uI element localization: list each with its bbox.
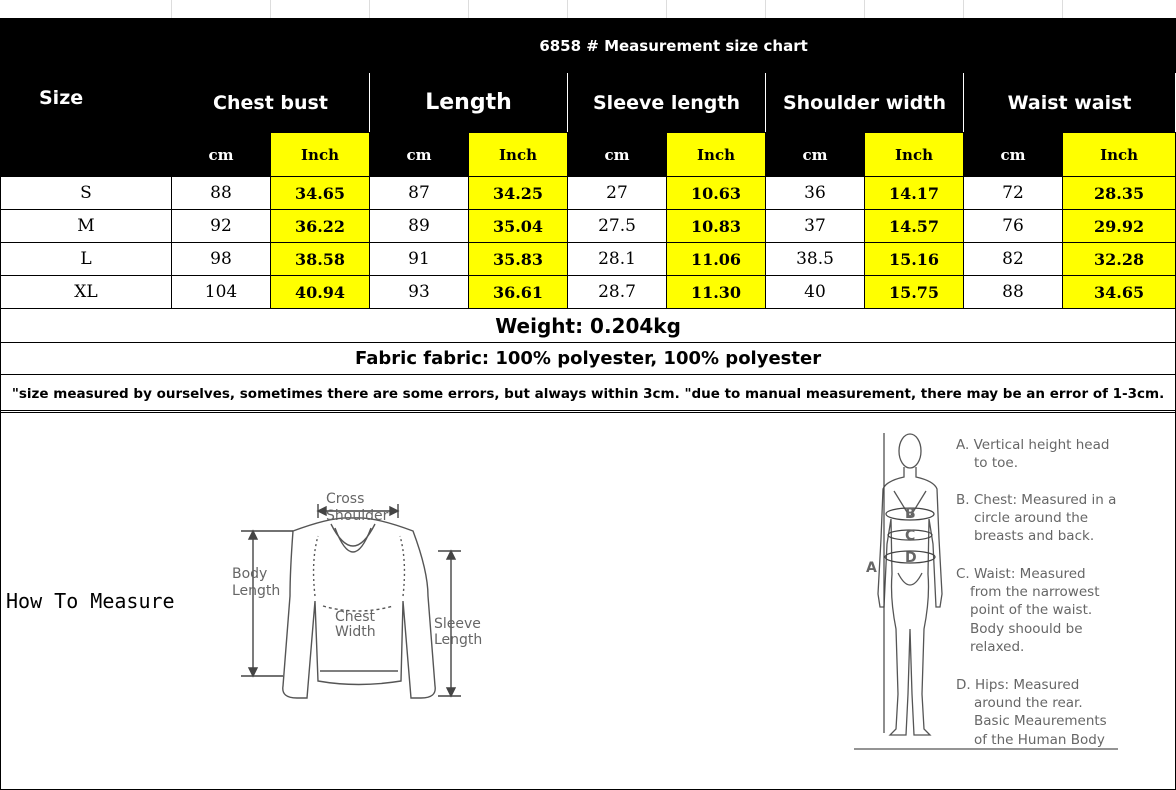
value-cm: 76 [964,210,1063,243]
measurement-disclaimer: "size measured by ourselves, sometimes there are some errors, but always within 3cm. "due to manual measurement, there may be an error of 1-3cm. [1,375,1176,413]
how-to-measure-label: How To Measure [6,589,175,613]
unit-inch: Inch [667,133,766,177]
size-header: Size [1,19,172,177]
unit-inch: Inch [1063,133,1176,177]
note-c-2: from the narrowest [970,584,1100,600]
value-inch: 11.06 [667,243,766,276]
unit-cm: cm [568,133,667,177]
value-inch: 40.94 [271,276,370,309]
value-inch: 38.58 [271,243,370,276]
label-body: Body [232,566,268,582]
value-cm: 104 [172,276,271,309]
value-inch: 36.61 [469,276,568,309]
column-header-waist: Waist waist [964,73,1176,133]
label-sleeve: Sleeve [434,616,481,632]
unit-inch: Inch [865,133,964,177]
note-a-1: A. Vertical height head [956,437,1110,453]
value-cm: 87 [370,177,469,210]
label-length: Length [232,583,281,599]
value-inch: 28.35 [1063,177,1176,210]
sweater-diagram [223,476,503,716]
value-cm: 72 [964,177,1063,210]
column-header-chest-bust: Chest bust [172,73,370,133]
column-header-sleeve-length: Sleeve length [568,73,766,133]
value-inch: 34.65 [1063,276,1176,309]
value-inch: 10.83 [667,210,766,243]
value-cm: 36 [766,177,865,210]
size-chart-table [0,18,1176,413]
value-inch: 15.16 [865,243,964,276]
note-c-4: Body shoould be [970,621,1083,637]
value-cm: 89 [370,210,469,243]
value-cm: 82 [964,243,1063,276]
unit-cm: cm [370,133,469,177]
note-d-2: around the rear. [974,695,1083,711]
marker-c: C [905,528,916,544]
chart-title: 6858 # Measurement size chart [172,19,1176,73]
value-cm: 91 [370,243,469,276]
label-cross: Cross [326,491,365,507]
value-cm: 88 [172,177,271,210]
value-cm: 88 [964,276,1063,309]
unit-cm: cm [964,133,1063,177]
unit-cm: cm [766,133,865,177]
label-shoulder: Shoulder [326,508,389,524]
value-inch: 14.17 [865,177,964,210]
value-cm: 98 [172,243,271,276]
label-sleeve-length: Length [434,632,483,648]
note-c-1: C. Waist: Measured [956,566,1086,582]
table-row [1,210,1176,243]
value-inch: 29.92 [1063,210,1176,243]
value-inch: 35.04 [469,210,568,243]
value-inch: 34.65 [271,177,370,210]
marker-a: A [866,560,877,576]
table-row [1,177,1176,210]
value-cm: 37 [766,210,865,243]
unit-inch: Inch [271,133,370,177]
weight-info: Weight: 0.204kg [1,309,1176,343]
size-label: S [1,177,172,210]
value-cm: 40 [766,276,865,309]
value-inch: 32.28 [1063,243,1176,276]
value-cm: 92 [172,210,271,243]
table-row [1,276,1176,309]
value-inch: 35.83 [469,243,568,276]
value-cm: 93 [370,276,469,309]
note-b-2: circle around the [974,510,1089,526]
column-header-length: Length [370,73,568,133]
fabric-info: Fabric fabric: 100% polyester, 100% polyester [1,343,1176,375]
size-label: M [1,210,172,243]
label-width: Width [335,624,376,640]
note-b-3: breasts and back. [974,528,1095,544]
value-cm: 27 [568,177,667,210]
value-inch: 10.63 [667,177,766,210]
body-diagram [846,429,1136,759]
note-d-1: D. Hips: Measured [956,677,1080,693]
value-inch: 14.57 [865,210,964,243]
value-cm: 38.5 [766,243,865,276]
value-inch: 34.25 [469,177,568,210]
note-c-3: point of the waist. [970,602,1093,618]
table-row [1,243,1176,276]
value-inch: 11.30 [667,276,766,309]
value-cm: 28.1 [568,243,667,276]
value-cm: 28.7 [568,276,667,309]
unit-cm: cm [172,133,271,177]
value-inch: 36.22 [271,210,370,243]
value-cm: 27.5 [568,210,667,243]
note-d-3: Basic Meaurements [974,713,1107,729]
note-d-4: of the Human Body [974,732,1105,748]
top-ruler [0,0,1176,18]
note-c-5: relaxed. [970,639,1025,655]
column-header-shoulder-width: Shoulder width [766,73,964,133]
marker-b: B [905,506,916,522]
note-b-1: B. Chest: Measured in a [956,492,1117,508]
marker-d: D [905,550,917,566]
how-to-measure-section [0,410,1176,790]
unit-inch: Inch [469,133,568,177]
note-a-2: to toe. [974,455,1018,471]
label-chest: Chest [335,609,376,625]
size-label: L [1,243,172,276]
value-inch: 15.75 [865,276,964,309]
size-label: XL [1,276,172,309]
